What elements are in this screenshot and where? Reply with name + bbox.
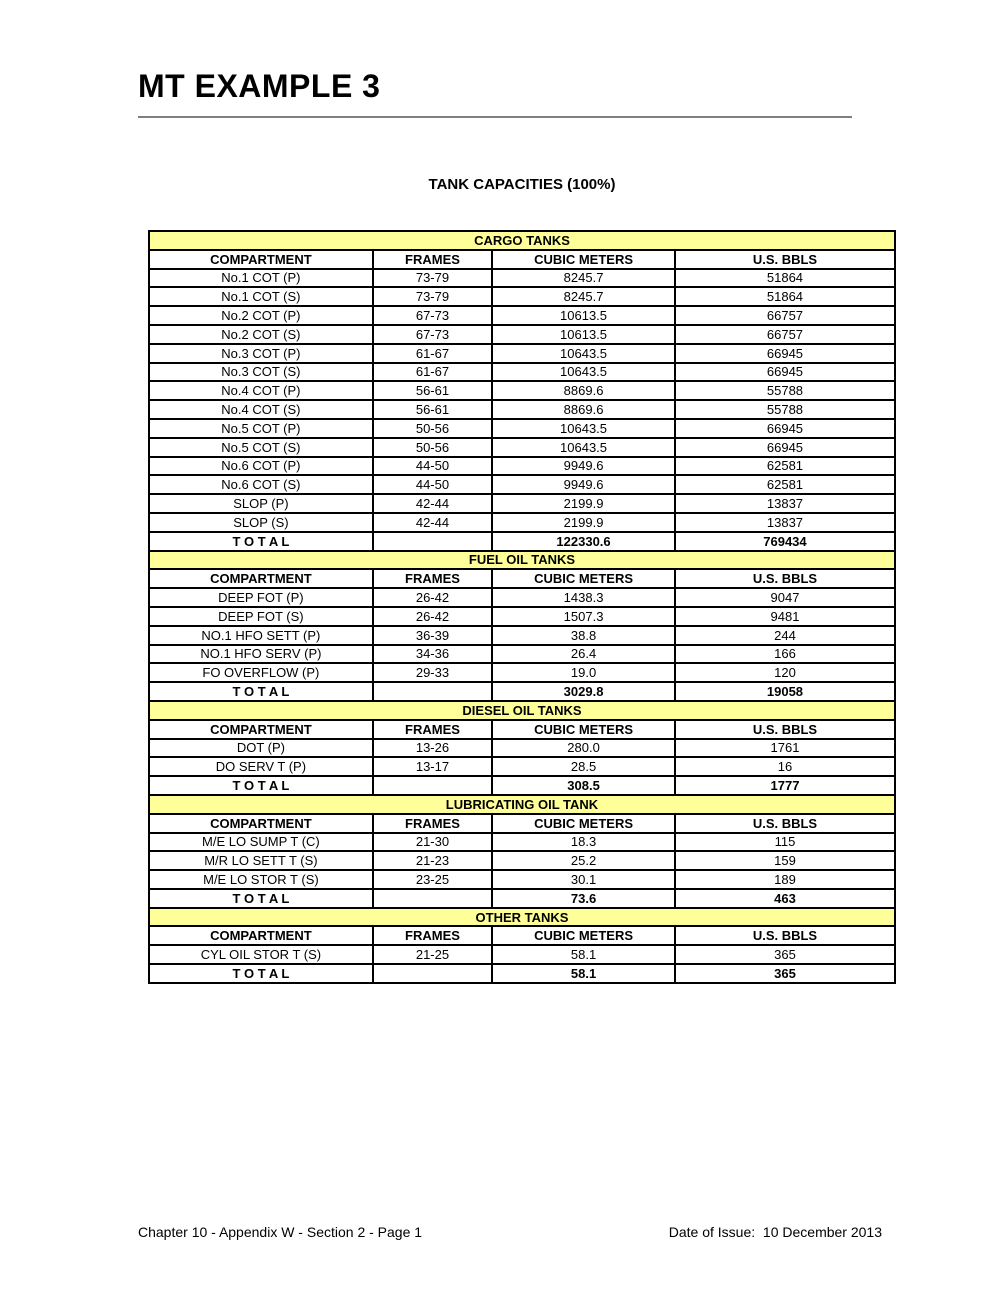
section-title: OTHER TANKS xyxy=(149,908,895,927)
cell-us-bbls: 66945 xyxy=(675,363,895,382)
table-row xyxy=(149,344,895,363)
cell-frames: 34-36 xyxy=(373,645,492,664)
cell-cubic-meters: 10643.5 xyxy=(492,438,675,457)
cell-frames: 67-73 xyxy=(373,325,492,344)
cell-cubic-meters: 26.4 xyxy=(492,645,675,664)
cell-compartment: SLOP (P) xyxy=(149,494,373,513)
cell-frames: 21-23 xyxy=(373,851,492,870)
cell-frames: 21-30 xyxy=(373,833,492,852)
table-row xyxy=(149,626,895,645)
cell-compartment: No.4 COT (P) xyxy=(149,381,373,400)
cell-frames: 21-25 xyxy=(373,945,492,964)
cell-frames: 56-61 xyxy=(373,381,492,400)
cell-frames: 36-39 xyxy=(373,626,492,645)
table-row xyxy=(149,833,895,852)
total-row xyxy=(149,532,895,551)
cell-compartment: No.2 COT (P) xyxy=(149,306,373,325)
cell-us-bbls: 365 xyxy=(675,945,895,964)
cell-compartment: FO OVERFLOW (P) xyxy=(149,663,373,682)
cell-compartment: M/E LO SUMP T (C) xyxy=(149,833,373,852)
column-header-us-bbls: U.S. BBLS xyxy=(675,569,895,588)
total-us-bbls: 1777 xyxy=(675,776,895,795)
table-row xyxy=(149,306,895,325)
column-header-cubic-meters: CUBIC METERS xyxy=(492,814,675,833)
column-header-row xyxy=(149,250,895,269)
section-row xyxy=(149,231,895,250)
cell-cubic-meters: 30.1 xyxy=(492,870,675,889)
cell-frames: 56-61 xyxy=(373,400,492,419)
cell-frames: 61-67 xyxy=(373,363,492,382)
cell-cubic-meters: 28.5 xyxy=(492,757,675,776)
cell-cubic-meters: 8869.6 xyxy=(492,400,675,419)
section-row xyxy=(149,795,895,814)
cell-us-bbls: 16 xyxy=(675,757,895,776)
cell-frames: 26-42 xyxy=(373,588,492,607)
cell-cubic-meters: 8245.7 xyxy=(492,287,675,306)
column-header-us-bbls: U.S. BBLS xyxy=(675,926,895,945)
column-header-row xyxy=(149,926,895,945)
cell-us-bbls: 62581 xyxy=(675,457,895,476)
table-row xyxy=(149,287,895,306)
column-header-frames: FRAMES xyxy=(373,720,492,739)
cell-us-bbls: 166 xyxy=(675,645,895,664)
table-row xyxy=(149,457,895,476)
section-title: FUEL OIL TANKS xyxy=(149,551,895,570)
cell-us-bbls: 244 xyxy=(675,626,895,645)
column-header-frames: FRAMES xyxy=(373,926,492,945)
table-row xyxy=(149,438,895,457)
cell-us-bbls: 66945 xyxy=(675,438,895,457)
section-row xyxy=(149,908,895,927)
cell-compartment: No.3 COT (P) xyxy=(149,344,373,363)
table-row xyxy=(149,475,895,494)
total-cubic-meters: 308.5 xyxy=(492,776,675,795)
table-row xyxy=(149,269,895,288)
total-cubic-meters: 3029.8 xyxy=(492,682,675,701)
table-row xyxy=(149,851,895,870)
cell-frames: 13-17 xyxy=(373,757,492,776)
column-header-cubic-meters: CUBIC METERS xyxy=(492,569,675,588)
cell-frames: 67-73 xyxy=(373,306,492,325)
column-header-compartment: COMPARTMENT xyxy=(149,926,373,945)
cell-compartment: M/R LO SETT T (S) xyxy=(149,851,373,870)
total-row xyxy=(149,964,895,983)
cell-frames: 29-33 xyxy=(373,663,492,682)
column-header-row xyxy=(149,814,895,833)
cell-compartment: No.1 COT (S) xyxy=(149,287,373,306)
cell-us-bbls: 55788 xyxy=(675,381,895,400)
cell-frames: 42-44 xyxy=(373,494,492,513)
section-title: CARGO TANKS xyxy=(149,231,895,250)
cell-frames: 44-50 xyxy=(373,457,492,476)
column-header-compartment: COMPARTMENT xyxy=(149,569,373,588)
total-label: T O T A L xyxy=(149,776,373,795)
total-row xyxy=(149,889,895,908)
cell-us-bbls: 9047 xyxy=(675,588,895,607)
table-row xyxy=(149,645,895,664)
cell-compartment: SLOP (S) xyxy=(149,513,373,532)
title-rule xyxy=(138,116,852,118)
cell-compartment: No.1 COT (P) xyxy=(149,269,373,288)
cell-compartment: No.6 COT (P) xyxy=(149,457,373,476)
cell-frames: 73-79 xyxy=(373,269,492,288)
cell-compartment: NO.1 HFO SETT (P) xyxy=(149,626,373,645)
cell-frames: 50-56 xyxy=(373,438,492,457)
table-row xyxy=(149,400,895,419)
cell-frames: 42-44 xyxy=(373,513,492,532)
cell-cubic-meters: 9949.6 xyxy=(492,475,675,494)
column-header-frames: FRAMES xyxy=(373,814,492,833)
cell-cubic-meters: 2199.9 xyxy=(492,494,675,513)
cell-compartment: CYL OIL STOR T (S) xyxy=(149,945,373,964)
cell-compartment: No.2 COT (S) xyxy=(149,325,373,344)
table-row xyxy=(149,739,895,758)
total-cubic-meters: 58.1 xyxy=(492,964,675,983)
column-header-compartment: COMPARTMENT xyxy=(149,814,373,833)
cell-us-bbls: 115 xyxy=(675,833,895,852)
total-label: T O T A L xyxy=(149,682,373,701)
cell-us-bbls: 13837 xyxy=(675,494,895,513)
total-us-bbls: 463 xyxy=(675,889,895,908)
table-row xyxy=(149,494,895,513)
table-row xyxy=(149,945,895,964)
cell-compartment: No.6 COT (S) xyxy=(149,475,373,494)
cell-compartment: M/E LO STOR T (S) xyxy=(149,870,373,889)
table-row xyxy=(149,757,895,776)
total-label: T O T A L xyxy=(149,889,373,908)
total-frames xyxy=(373,964,492,983)
cell-frames: 44-50 xyxy=(373,475,492,494)
cell-us-bbls: 66945 xyxy=(675,344,895,363)
cell-us-bbls: 9481 xyxy=(675,607,895,626)
cell-frames: 61-67 xyxy=(373,344,492,363)
table-row xyxy=(149,381,895,400)
column-header-us-bbls: U.S. BBLS xyxy=(675,814,895,833)
cell-compartment: No.4 COT (S) xyxy=(149,400,373,419)
document-subtitle: TANK CAPACITIES (100%) xyxy=(428,176,616,193)
cell-cubic-meters: 2199.9 xyxy=(492,513,675,532)
cell-us-bbls: 13837 xyxy=(675,513,895,532)
column-header-cubic-meters: CUBIC METERS xyxy=(492,250,675,269)
cell-us-bbls: 66757 xyxy=(675,306,895,325)
cell-us-bbls: 51864 xyxy=(675,269,895,288)
footer-chapter-reference: Chapter 10 - Appendix W - Section 2 - Page 1 xyxy=(138,1224,423,1240)
cell-us-bbls: 55788 xyxy=(675,400,895,419)
total-us-bbls: 769434 xyxy=(675,532,895,551)
table-row xyxy=(149,663,895,682)
cell-us-bbls: 62581 xyxy=(675,475,895,494)
total-cubic-meters: 122330.6 xyxy=(492,532,675,551)
cell-us-bbls: 159 xyxy=(675,851,895,870)
table-row xyxy=(149,363,895,382)
cell-us-bbls: 1761 xyxy=(675,739,895,758)
table-row xyxy=(149,588,895,607)
cell-cubic-meters: 10613.5 xyxy=(492,306,675,325)
table-row xyxy=(149,870,895,889)
cell-frames: 73-79 xyxy=(373,287,492,306)
cell-compartment: NO.1 HFO SERV (P) xyxy=(149,645,373,664)
column-header-row xyxy=(149,569,895,588)
column-header-cubic-meters: CUBIC METERS xyxy=(492,720,675,739)
total-frames xyxy=(373,682,492,701)
column-header-frames: FRAMES xyxy=(373,569,492,588)
page-title: MT EXAMPLE 3 xyxy=(138,68,381,104)
cell-compartment: DEEP FOT (P) xyxy=(149,588,373,607)
cell-us-bbls: 66757 xyxy=(675,325,895,344)
cell-cubic-meters: 38.8 xyxy=(492,626,675,645)
cell-cubic-meters: 25.2 xyxy=(492,851,675,870)
cell-cubic-meters: 10643.5 xyxy=(492,419,675,438)
total-frames xyxy=(373,532,492,551)
column-header-us-bbls: U.S. BBLS xyxy=(675,720,895,739)
cell-cubic-meters: 10643.5 xyxy=(492,344,675,363)
cell-cubic-meters: 8869.6 xyxy=(492,381,675,400)
cell-cubic-meters: 9949.6 xyxy=(492,457,675,476)
cell-cubic-meters: 1438.3 xyxy=(492,588,675,607)
cell-compartment: DEEP FOT (S) xyxy=(149,607,373,626)
total-us-bbls: 365 xyxy=(675,964,895,983)
table-row xyxy=(149,607,895,626)
cell-compartment: No.5 COT (S) xyxy=(149,438,373,457)
cell-us-bbls: 66945 xyxy=(675,419,895,438)
column-header-row xyxy=(149,720,895,739)
section-title: LUBRICATING OIL TANK xyxy=(149,795,895,814)
total-row xyxy=(149,776,895,795)
total-frames xyxy=(373,776,492,795)
total-cubic-meters: 73.6 xyxy=(492,889,675,908)
tank-capacities-table xyxy=(148,230,896,984)
page-footer xyxy=(138,1224,882,1240)
cell-frames: 13-26 xyxy=(373,739,492,758)
column-header-cubic-meters: CUBIC METERS xyxy=(492,926,675,945)
cell-compartment: DOT (P) xyxy=(149,739,373,758)
cell-cubic-meters: 1507.3 xyxy=(492,607,675,626)
cell-us-bbls: 51864 xyxy=(675,287,895,306)
cell-compartment: No.3 COT (S) xyxy=(149,363,373,382)
cell-frames: 50-56 xyxy=(373,419,492,438)
column-header-compartment: COMPARTMENT xyxy=(149,720,373,739)
cell-cubic-meters: 18.3 xyxy=(492,833,675,852)
cell-us-bbls: 189 xyxy=(675,870,895,889)
total-row xyxy=(149,682,895,701)
cell-compartment: No.5 COT (P) xyxy=(149,419,373,438)
column-header-frames: FRAMES xyxy=(373,250,492,269)
section-title: DIESEL OIL TANKS xyxy=(149,701,895,720)
cell-cubic-meters: 10613.5 xyxy=(492,325,675,344)
total-frames xyxy=(373,889,492,908)
table-row xyxy=(149,513,895,532)
total-us-bbls: 19058 xyxy=(675,682,895,701)
column-header-compartment: COMPARTMENT xyxy=(149,250,373,269)
cell-cubic-meters: 280.0 xyxy=(492,739,675,758)
cell-frames: 26-42 xyxy=(373,607,492,626)
cell-frames: 23-25 xyxy=(373,870,492,889)
section-row xyxy=(149,551,895,570)
cell-us-bbls: 120 xyxy=(675,663,895,682)
section-row xyxy=(149,701,895,720)
cell-cubic-meters: 19.0 xyxy=(492,663,675,682)
table-row xyxy=(149,419,895,438)
footer-date-of-issue: Date of Issue: 10 December 2013 xyxy=(668,1224,882,1240)
cell-cubic-meters: 58.1 xyxy=(492,945,675,964)
cell-compartment: DO SERV T (P) xyxy=(149,757,373,776)
total-label: T O T A L xyxy=(149,532,373,551)
cell-cubic-meters: 10643.5 xyxy=(492,363,675,382)
cell-cubic-meters: 8245.7 xyxy=(492,269,675,288)
total-label: T O T A L xyxy=(149,964,373,983)
column-header-us-bbls: U.S. BBLS xyxy=(675,250,895,269)
table-row xyxy=(149,325,895,344)
